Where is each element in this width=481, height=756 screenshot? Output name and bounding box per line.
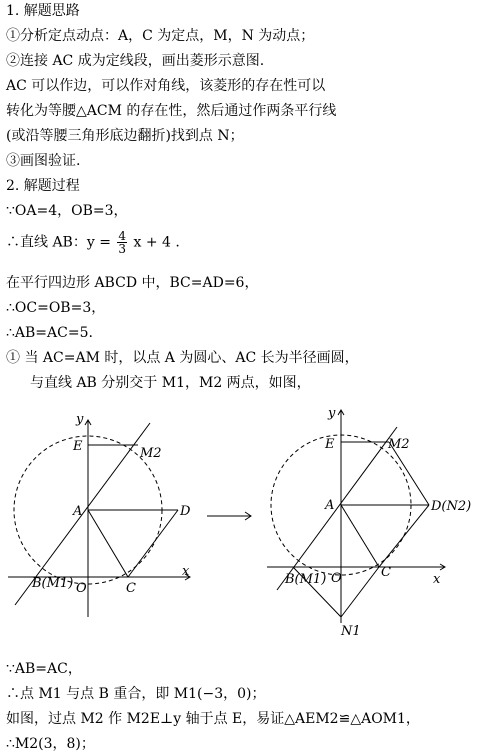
text-line-7: ③画图验证.	[6, 153, 81, 169]
text-line-10: 在平行四边形 ABCD 中，BC=AD=6，	[6, 275, 259, 291]
line-ab-prefix: ∴直线 AB：y =	[6, 234, 111, 251]
line-ab-equation	[6, 230, 180, 255]
label-o: O	[331, 571, 342, 586]
fraction-denominator: 3	[118, 242, 127, 256]
figure-2	[255, 405, 477, 645]
label-x: x	[433, 572, 441, 587]
label-d-n2: D(N2)	[431, 499, 472, 514]
label-o: O	[76, 581, 87, 596]
text-line-1: 1. 解题思路	[6, 3, 80, 19]
segment-cd	[379, 505, 429, 567]
label-x: x	[182, 564, 190, 579]
label-m2: M2	[140, 446, 162, 461]
fraction	[117, 230, 127, 255]
label-a: A	[325, 498, 335, 513]
label-e: E	[73, 439, 83, 454]
text-line-18: ∴M2(3，8)；	[6, 736, 95, 752]
line-ab	[277, 427, 397, 590]
label-y: y	[328, 406, 336, 421]
text-line-13: ① 当 AC=AM 时，以点 A 为圆心、AC 长为半径画圆，	[6, 350, 359, 366]
text-line-12: ∴AB=AC=5.	[6, 325, 93, 341]
label-b: B(M1)	[285, 572, 327, 587]
label-d: D	[180, 504, 191, 519]
label-m2: M2	[388, 437, 410, 452]
figure-1	[0, 405, 200, 625]
segment-ac	[88, 510, 128, 577]
text-line-15: ∵AB=AC，	[6, 661, 82, 677]
text-line-9: ∵OA=4，OB=3，	[6, 203, 128, 219]
segment-n1c	[341, 567, 379, 617]
text-line-16: ∴点 M1 与点 B 重合，即 M1(−3，0)；	[6, 686, 266, 702]
label-n1: N1	[341, 624, 361, 639]
text-line-3: ②连接 AC 成为定线段，画出菱形示意图.	[6, 53, 265, 69]
segment-ac	[341, 505, 379, 567]
label-c: C	[381, 565, 391, 580]
text-line-4: AC 可以作边，可以作对角线，该菱形的存在性可以	[6, 78, 326, 94]
arrow-icon	[205, 510, 255, 522]
text-line-2: ①分析定点动点：A，C 为定点，M，N 为动点；	[6, 28, 315, 44]
label-y: y	[76, 412, 84, 427]
text-line-8: 2. 解题过程	[6, 178, 80, 194]
fraction-numerator: 4	[118, 229, 127, 243]
line-ab-suffix: x + 4 .	[133, 234, 180, 251]
text-line-17: 如图，过点 M2 作 M2E⊥y 轴于点 E，易证△AEM2≌△AOM1，	[6, 711, 420, 727]
label-e: E	[325, 437, 335, 452]
segment-cd	[128, 510, 178, 577]
label-a: A	[73, 504, 83, 519]
label-b: B(M1)	[32, 576, 74, 591]
label-c: C	[126, 581, 136, 596]
text-line-6: (或沿等腰三角形底边翻折)找到点 N；	[6, 128, 244, 144]
text-line-11: ∴OC=OB=3，	[6, 300, 106, 316]
text-line-5: 转化为等腰△ACM 的存在性，然后通过作两条平行线	[6, 103, 337, 119]
text-line-14: 与直线 AB 分别交于 M1，M2 两点，如图，	[30, 375, 311, 391]
